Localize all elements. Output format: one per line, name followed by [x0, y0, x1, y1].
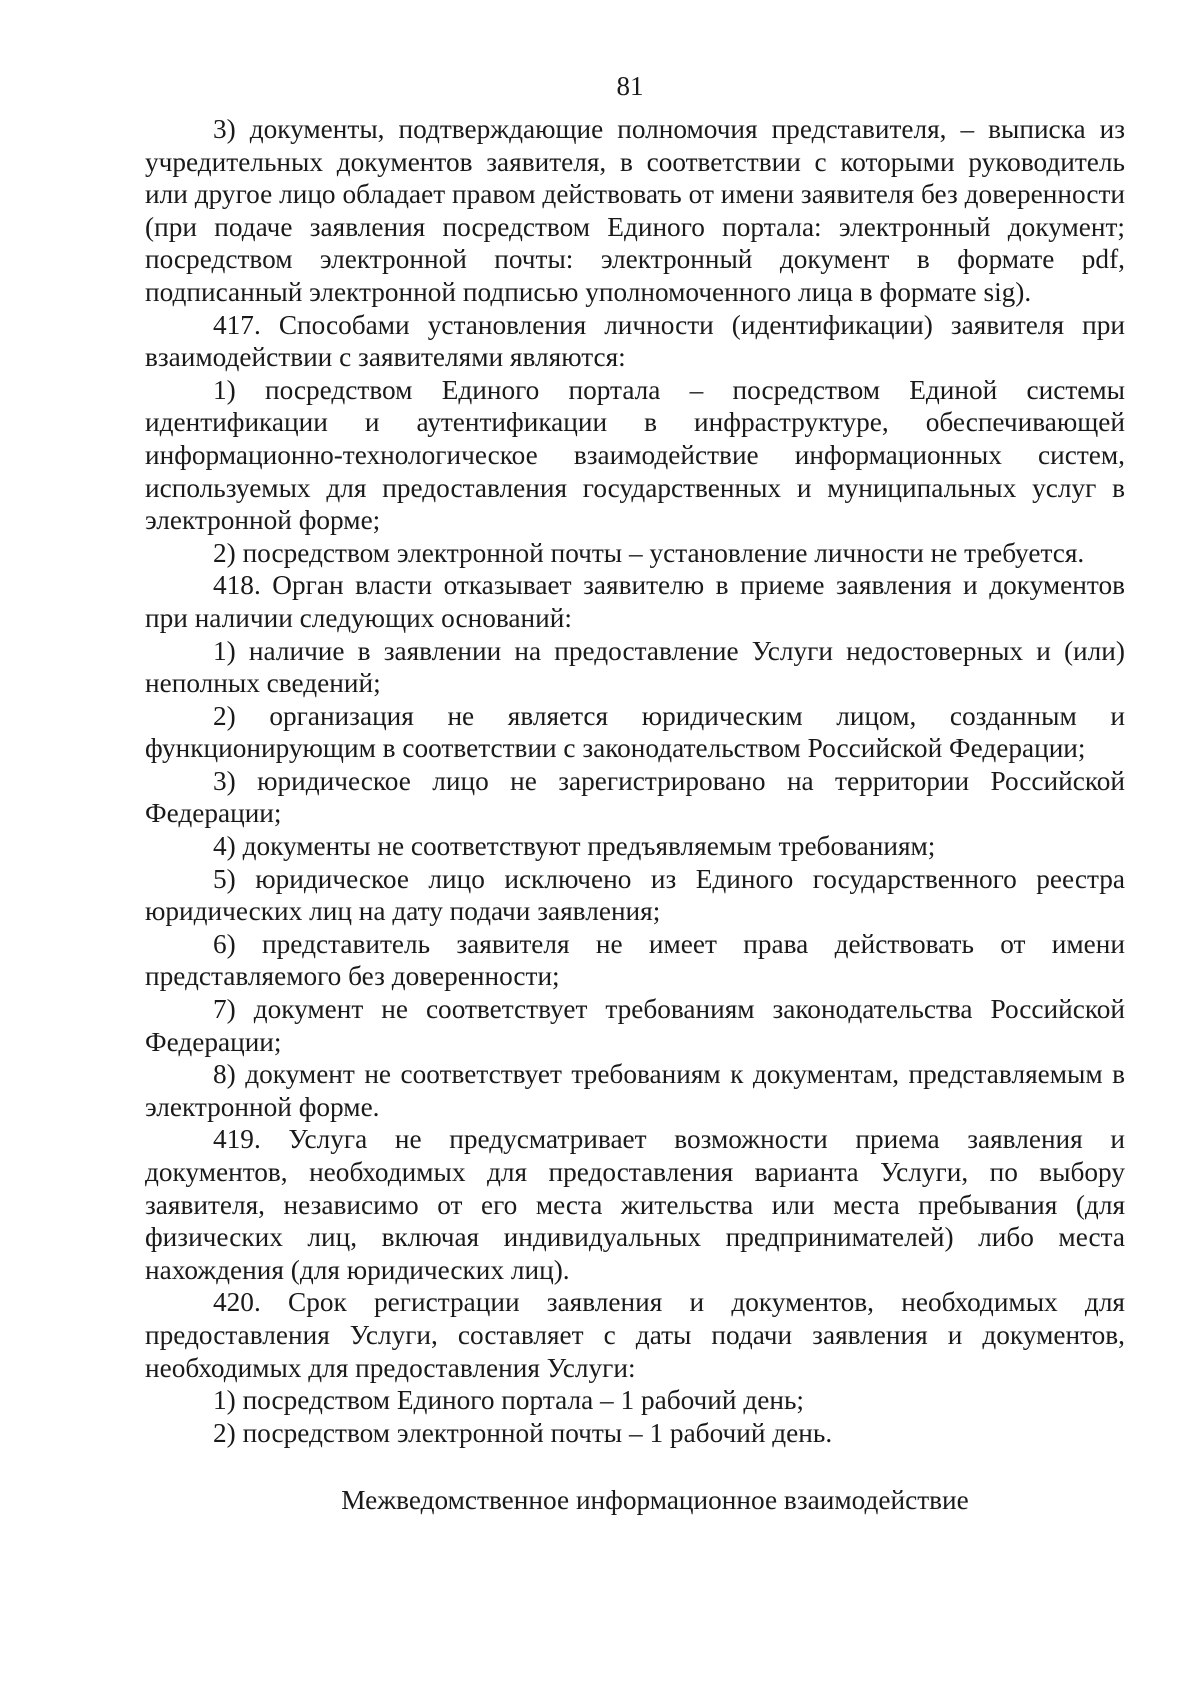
paragraph-418-item-3: 3) юридическое лицо не зарегистрировано на территории Российской Федерации; — [145, 765, 1125, 829]
paragraph-420-item-1: 1) посредством Единого портала – 1 рабочий день; — [213, 1385, 804, 1416]
page-number: 81 — [616, 71, 644, 101]
paragraph-418-item-1: 1) наличие в заявлении на предоставление Услуги недостоверных и (или) неполных сведений; — [145, 635, 1125, 699]
paragraph-420: 420. Срок регистрации заявления и документов, необходимых для предоставления Услуги, составляет с даты подачи заявления и документов, необходимых для предоставления Услуги: — [145, 1287, 1125, 1383]
paragraph-419: 419. Услуга не предусматривает возможности приема заявления и документов, необходимых для предоставления варианта Услуги, по выбору заявителя, независимо от его места жительства или места пребывания (для физических лиц, включая индивидуальных предпринимателей) либо места нахождения (для юридических лиц). — [145, 1124, 1125, 1285]
paragraph-representative-documents: 3) документы, подтверждающие полномочия представителя, – выписка из учредительных документов заявителя, в соответствии с которыми руководитель или другое лицо обладает правом действовать от имени заявителя без доверенности (при подаче заявления посредством Единого портала: электронный документ; посредством электронной почты: электронный документ в формате pdf, подписанный электронной подписью уполномоченного лица в формате sig). — [145, 114, 1125, 307]
paragraph-418-item-5: 5) юридическое лицо исключено из Единого государственного реестра юридических лиц на дату подачи заявления; — [145, 863, 1125, 927]
paragraph-417-item-2: 2) посредством электронной почты – установление личности не требуется. — [213, 537, 1085, 568]
section-heading: Межведомственное информационное взаимодействие — [341, 1485, 969, 1516]
paragraph-418-item-8: 8) документ не соответствует требованиям к документам, представляемым в электронной форме. — [145, 1059, 1125, 1122]
paragraph-418-item-2: 2) организация не является юридическим лицом, созданным и функционирующим в соответствии с законодательством Российской Федерации; — [145, 700, 1125, 764]
paragraph-418-item-6: 6) представитель заявителя не имеет права действовать от имени представляемого без доверенности; — [145, 928, 1125, 992]
paragraph-417: 417. Способами установления личности (идентификации) заявителя при взаимодействии с заявителями являются: — [145, 309, 1125, 373]
paragraph-417-item-1: 1) посредством Единого портала – посредством Единой системы идентификации и аутентификации в инфраструктуре, обеспечивающей информационно-технологическое взаимодействие информационных систем, используемых для предоставления государственных и муниципальных услуг в электронной форме; — [145, 374, 1125, 536]
paragraph-418-item-4: 4) документы не соответствуют предъявляемым требованиям; — [213, 831, 936, 862]
paragraph-418-item-7: 7) документ не соответствует требованиям законодательства Российской Федерации; — [145, 994, 1125, 1057]
document-body — [145, 113, 1125, 1517]
paragraph-420-item-2: 2) посредством электронной почты – 1 рабочий день. — [213, 1417, 833, 1448]
paragraph-418: 418. Орган власти отказывает заявителю в приеме заявления и документов при наличии следующих оснований: — [145, 570, 1125, 633]
